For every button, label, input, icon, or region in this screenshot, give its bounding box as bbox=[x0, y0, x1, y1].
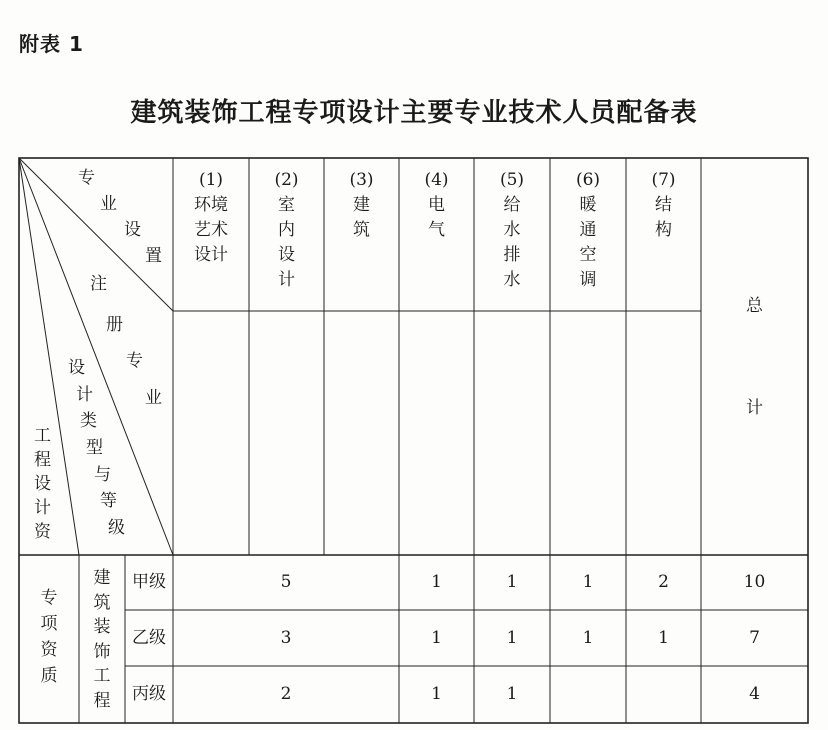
document-title: 建筑装饰工程专项设计主要专业技术人员配备表 bbox=[130, 98, 698, 128]
diagonal-3 bbox=[19, 158, 79, 555]
cell-electrical: 1 bbox=[431, 628, 442, 648]
cell-hvac: 1 bbox=[582, 572, 594, 592]
cell-electrical: 1 bbox=[431, 572, 442, 592]
column-header-electrical: (4) 电气 bbox=[424, 170, 449, 240]
cell-total: 10 bbox=[743, 572, 766, 592]
cell-water: 1 bbox=[506, 628, 518, 648]
grade-label: 乙级 bbox=[132, 628, 166, 648]
subgroup-label-decoration: 建筑装饰工程 bbox=[93, 568, 111, 711]
cell-total: 4 bbox=[749, 684, 760, 704]
cell-water: 1 bbox=[506, 572, 518, 592]
combined-cell: 3 bbox=[280, 628, 292, 648]
column-header-interior: (2) 室内设计 bbox=[274, 170, 299, 290]
cell-electrical: 1 bbox=[431, 684, 442, 704]
column-header-structure: (7) 结构 bbox=[651, 170, 676, 240]
column-header-env-art: (1) 环境艺术设计 bbox=[194, 170, 228, 265]
cell-hvac: 1 bbox=[582, 628, 594, 648]
combined-cell: 2 bbox=[280, 684, 292, 704]
group-label-special-qualification: 专项资质 bbox=[40, 588, 58, 686]
diagonal-2 bbox=[19, 158, 173, 555]
column-header-architecture: (3) 建筑 bbox=[349, 170, 374, 240]
cell-structure: 1 bbox=[658, 628, 669, 648]
column-header-water: (5) 给水排水 bbox=[499, 170, 525, 290]
appendix-label: 附表 1 bbox=[19, 32, 84, 56]
cell-total: 7 bbox=[749, 628, 760, 648]
cell-structure: 2 bbox=[658, 572, 669, 592]
grade-label: 丙级 bbox=[132, 684, 166, 704]
grade-label: 甲级 bbox=[132, 572, 166, 592]
column-header-hvac: (6) 暖通空调 bbox=[575, 170, 601, 290]
cell-water: 1 bbox=[506, 684, 518, 704]
combined-cell: 5 bbox=[280, 572, 292, 592]
